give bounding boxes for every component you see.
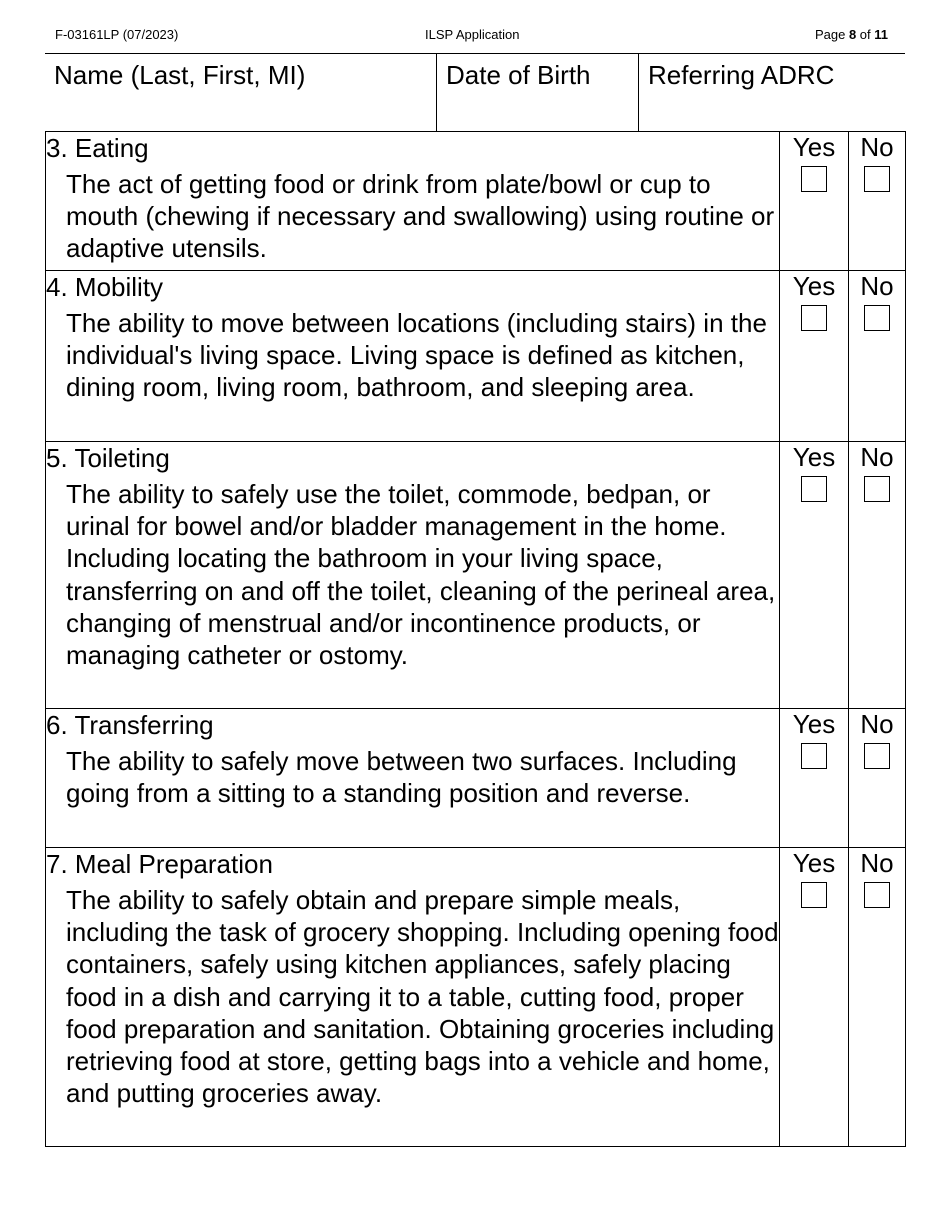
question-title: 5. Toileting [46, 443, 170, 473]
question-description: The ability to safely obtain and prepare simple meals, including the task of grocery shopping. Including opening food containers, safely using kitchen appliances, safely placing food in a dish and carrying it to a table, cutting food, proper food preparation and sanitation. Obtaining groceries including retrieving food at store, getting bags into a vehicle and home, and putting groceries away. [66, 885, 779, 1109]
eating-yes-checkbox[interactable] [801, 166, 827, 192]
eating-no-checkbox[interactable] [864, 166, 890, 192]
no-label: No [860, 709, 894, 739]
yes-cell [780, 848, 849, 1147]
yes-cell [780, 709, 849, 848]
question-cell [46, 132, 780, 271]
yes-label: Yes [792, 848, 836, 878]
no-label: No [860, 848, 894, 878]
page-header [55, 27, 888, 45]
toileting-yes-checkbox[interactable] [801, 476, 827, 502]
question-cell [46, 271, 780, 442]
page-total: 11 [874, 27, 888, 42]
transferring-no-checkbox[interactable] [864, 743, 890, 769]
question-description: The ability to safely use the toilet, commode, bedpan, or urinal for bowel and/or bladder management in the home. Including locating the bathroom in your living space, transferring on and off the toilet, cleaning of the perineal area, changing of menstrual and/or incontinence products, or managing catheter or ostomy. [66, 479, 776, 671]
form-id: F-03161LP (07/2023) [55, 27, 179, 42]
question-cell [46, 709, 780, 848]
page-of: of [856, 27, 875, 42]
referring-adrc-label: Referring ADRC [648, 60, 835, 90]
no-label: No [860, 442, 894, 472]
question-title: 3. Eating [46, 133, 149, 163]
question-row-meal-preparation [46, 848, 906, 1147]
date-of-birth-field[interactable] [436, 54, 638, 131]
yes-label: Yes [792, 442, 836, 472]
form-title: ILSP Application [425, 27, 520, 42]
meal-preparation-yes-checkbox[interactable] [801, 882, 827, 908]
page-number [815, 27, 888, 42]
yes-cell [780, 271, 849, 442]
transferring-yes-checkbox[interactable] [801, 743, 827, 769]
yes-cell [780, 442, 849, 709]
page-current: 8 [848, 27, 857, 42]
no-label: No [860, 132, 894, 162]
yes-cell [780, 132, 849, 271]
question-row-transferring [46, 709, 906, 848]
mobility-yes-checkbox[interactable] [801, 305, 827, 331]
yes-label: Yes [792, 709, 836, 739]
question-title: 7. Meal Preparation [46, 849, 273, 879]
question-cell [46, 848, 780, 1147]
mobility-no-checkbox[interactable] [864, 305, 890, 331]
question-row-toileting [46, 442, 906, 709]
question-description: The ability to move between locations (including stairs) in the individual's living space. Living space is defined as kitchen, dining room, living room, bathroom, and sleeping area. [66, 308, 767, 403]
date-of-birth-label: Date of Birth [446, 60, 591, 90]
toileting-no-checkbox[interactable] [864, 476, 890, 502]
yes-label: Yes [792, 132, 836, 162]
no-label: No [860, 271, 894, 301]
question-title: 4. Mobility [46, 272, 164, 302]
yes-label: Yes [792, 271, 836, 301]
no-cell [849, 442, 906, 709]
adl-questions-table [45, 131, 906, 1147]
no-cell [849, 848, 906, 1147]
meal-preparation-no-checkbox[interactable] [864, 882, 890, 908]
page-prefix: Page [814, 27, 849, 42]
name-field[interactable] [45, 54, 436, 131]
no-cell [849, 132, 906, 271]
question-row-mobility [46, 271, 906, 442]
name-label: Name (Last, First, MI) [54, 60, 306, 90]
no-cell [849, 271, 906, 442]
no-cell [849, 709, 906, 848]
question-cell [46, 442, 780, 709]
question-description: The ability to safely move between two surfaces. Including going from a sitting to a standing position and reverse. [66, 746, 737, 809]
applicant-id-row [45, 54, 905, 131]
referring-adrc-field[interactable] [638, 54, 905, 131]
question-title: 6. Transferring [46, 710, 214, 740]
question-row-eating [46, 132, 906, 271]
question-description: The act of getting food or drink from plate/bowl or cup to mouth (chewing if necessary and swallowing) using routine or adaptive utensils. [66, 169, 775, 264]
